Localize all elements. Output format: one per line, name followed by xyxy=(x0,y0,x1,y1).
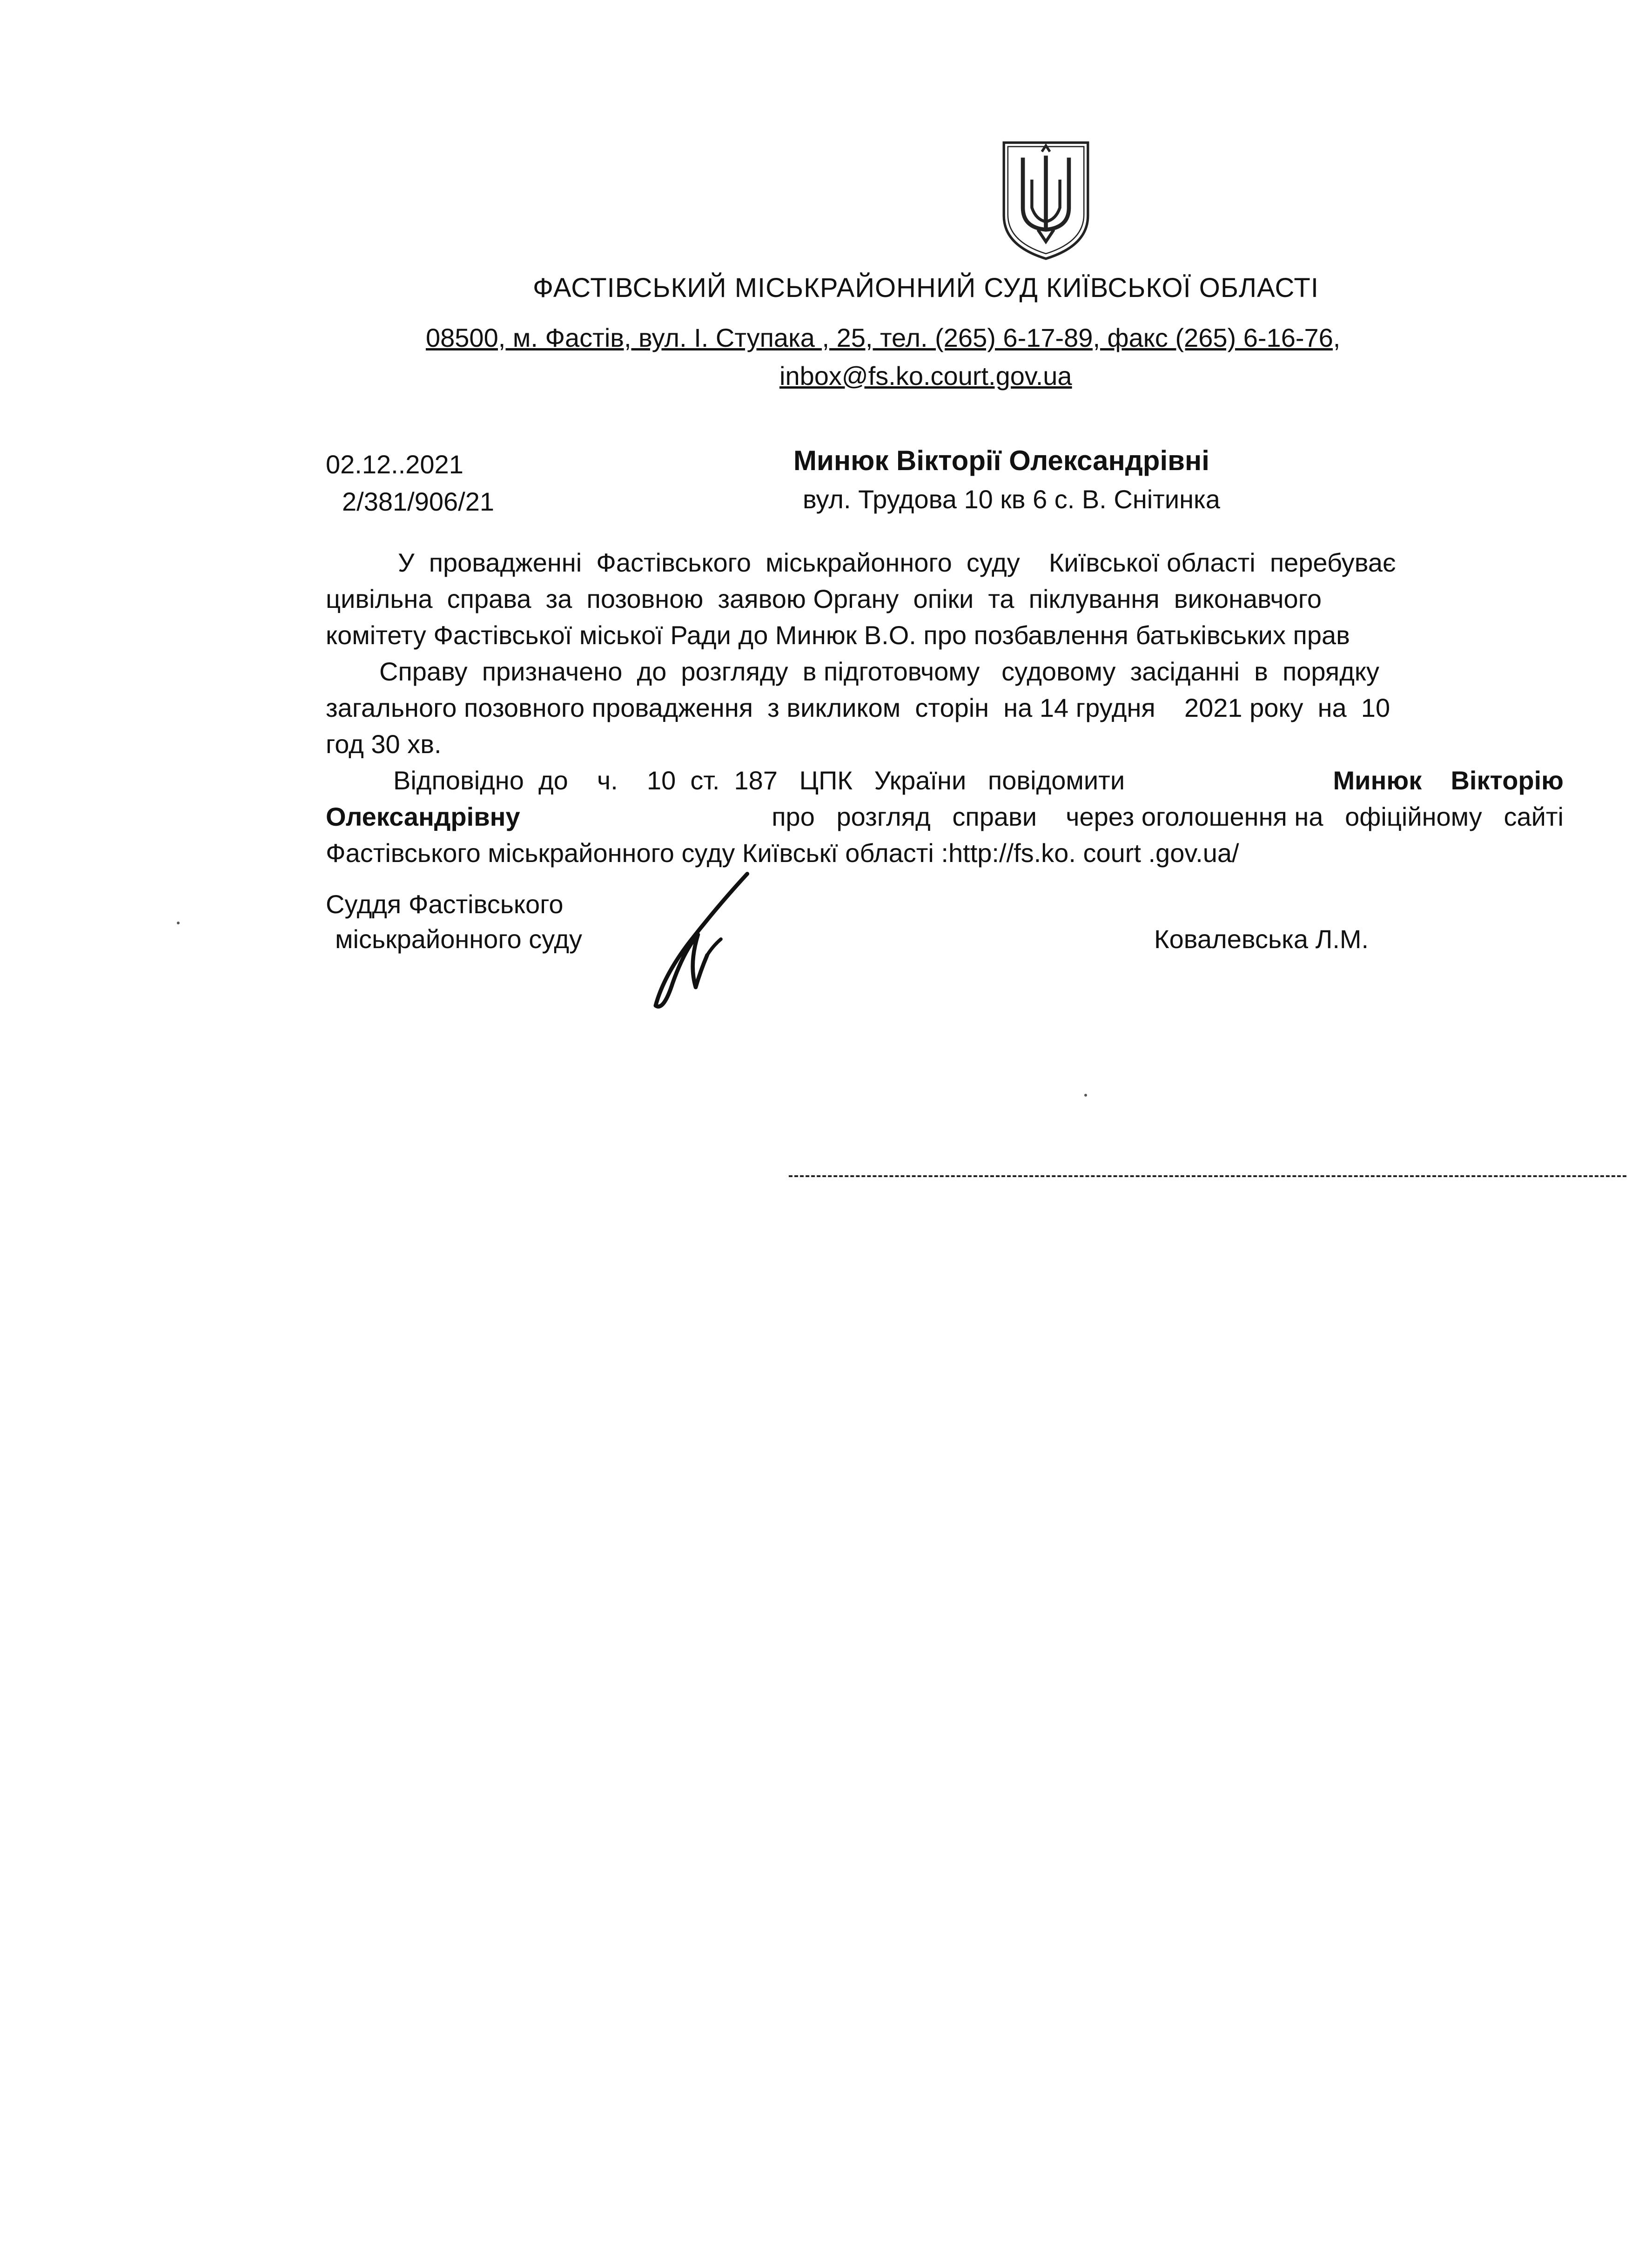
document-date: 02.12..2021 xyxy=(326,450,463,479)
case-number: 2/381/906/21 xyxy=(342,487,494,516)
signature-icon xyxy=(638,870,754,1019)
body-line: Справу призначено до розгляду в підготовчому судовому засіданні в порядку xyxy=(379,657,1380,686)
body-line: У провадженні Фастівського міськрайонного суду Київської області перебуває xyxy=(398,548,1396,577)
body-line: цивільна справа за позовною заявою Органу опіки та піклування виконавчого xyxy=(326,584,1322,613)
body-line: Фастівського міськрайонного суду Київськї області :http://fs.ko. court .gov.ua/ xyxy=(326,838,1239,868)
judge-title-line1: Суддя Фастівського xyxy=(326,889,564,919)
judge-title-line2: міськрайонного суду xyxy=(335,924,583,954)
coat-of-arms-icon xyxy=(996,137,1096,263)
recipient-address: вул. Трудова 10 кв 6 с. В. Снітинка xyxy=(803,485,1220,514)
scan-speck xyxy=(177,922,180,924)
notice-body xyxy=(326,545,1564,871)
court-address: 08500, м. Фастів, вул. І. Ступака , 25, тел. (265) 6-17-89, факс (265) 6-16-76, xyxy=(426,323,1341,352)
body-line: Відповідно до ч. 10 ст. 187 ЦПК України повідомити Минюк Вікторію xyxy=(393,766,1564,795)
body-line: Олександрівну про розгляд справи через оголошення на офіційному сайті xyxy=(326,802,1564,831)
recipient-name: Минюк Вікторії Олександрівні xyxy=(793,445,1209,476)
body-line: год 30 хв. xyxy=(326,729,442,759)
court-name: ФАСТІВСЬКИЙ МІСЬКРАЙОННИЙ СУД КИЇВСЬКОЇ ОБЛАСТІ xyxy=(533,273,1319,303)
body-line: загального позовного провадження з викликом сторін на 14 грудня 2021 року на 10 xyxy=(326,693,1390,722)
divider xyxy=(789,1175,1626,1177)
body-line: комітету Фастівської міської Ради до Минюк В.О. про позбавлення батьківських прав xyxy=(326,620,1350,650)
court-email: inbox@fs.ko.court.gov.ua xyxy=(779,361,1072,391)
scan-speck xyxy=(1084,1094,1087,1097)
judge-name: Ковалевська Л.М. xyxy=(1154,924,1369,954)
